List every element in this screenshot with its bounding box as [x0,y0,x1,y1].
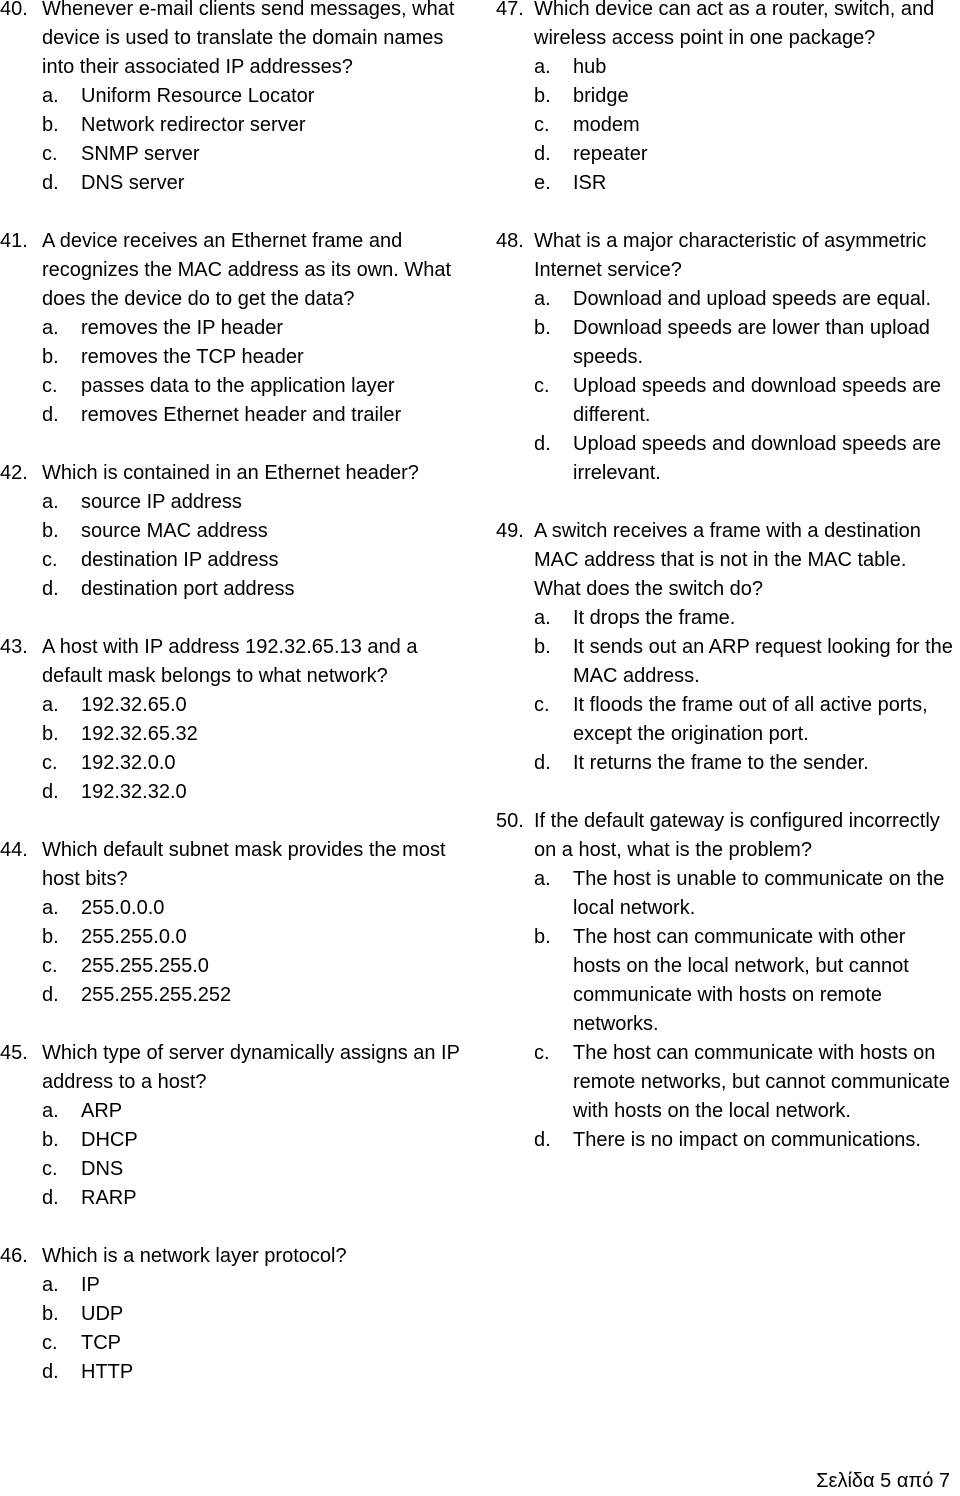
answer-option [496,314,956,372]
option-letter: a. [534,607,551,629]
option-text: passes data to the application layer [81,375,395,397]
answer-option [496,691,956,749]
answer-option [0,952,470,981]
question-text: A device receives an Ethernet frame and recognizes the MAC address as its own. What does the device do to get the data? [42,230,452,310]
option-letter: c. [42,1332,58,1354]
option-letter: a. [534,868,551,890]
option-text: 255.255.255.252 [81,984,232,1006]
question-line [496,0,956,53]
answer-option [496,372,956,430]
option-text: 192.32.65.0 [81,694,187,716]
option-letter: b. [42,346,59,368]
answer-option [0,1329,470,1358]
answer-option [0,343,470,372]
question-number: 47. [496,0,524,20]
question-block [496,227,956,488]
answer-option [0,894,470,923]
answer-option [0,1184,470,1213]
option-text: 192.32.65.32 [81,723,198,745]
question-text: What is a major characteristic of asymmetric Internet service? [534,230,927,281]
option-letter: e. [534,172,551,194]
answer-option [0,1271,470,1300]
question-text: Which device can act as a router, switch, and wireless access point in one package? [534,0,935,49]
answer-option [0,575,470,604]
option-text: 255.255.0.0 [81,926,187,948]
option-text: Upload speeds and download speeds are irrelevant. [573,433,942,484]
option-letter: a. [42,317,59,339]
question-number: 41. [0,230,28,252]
question-line [0,836,470,894]
answer-option [496,633,956,691]
question-block [496,807,956,1155]
question-block [0,1039,470,1213]
answer-option [0,314,470,343]
option-text: It returns the frame to the sender. [573,752,869,774]
question-block [496,0,956,198]
question-block [0,0,470,198]
option-letter: b. [534,636,551,658]
answer-option [496,140,956,169]
answer-option [496,604,956,633]
question-text: A host with IP address 192.32.65.13 and a default mask belongs to what network? [42,636,418,687]
answer-option [496,1039,956,1126]
option-letter: c. [42,375,58,397]
option-letter: c. [534,1042,550,1064]
option-letter: d. [42,578,59,600]
option-letter: a. [42,1100,59,1122]
option-text: repeater [573,143,648,165]
question-line [0,633,470,691]
option-text: 192.32.0.0 [81,752,176,774]
option-text: HTTP [81,1361,134,1383]
option-letter: a. [534,288,551,310]
question-line [0,459,470,488]
option-letter: d. [42,404,59,426]
option-text: IP [81,1274,100,1296]
answer-option [0,111,470,140]
option-text: DHCP [81,1129,138,1151]
option-letter: d. [534,143,551,165]
option-text: TCP [81,1332,121,1354]
answer-option [0,1155,470,1184]
option-letter: b. [534,926,551,948]
option-letter: d. [42,984,59,1006]
question-block [0,836,470,1010]
option-text: 255.255.255.0 [81,955,209,977]
answer-option [0,546,470,575]
answer-option [0,923,470,952]
option-text: There is no impact on communications. [573,1129,921,1151]
option-letter: d. [42,172,59,194]
answer-option [496,82,956,111]
option-letter: a. [42,491,59,513]
option-letter: a. [42,897,59,919]
answer-option [0,720,470,749]
option-text: source IP address [81,491,242,513]
answer-option [496,430,956,488]
question-number: 40. [0,0,28,20]
option-text: It sends out an ARP request looking for the MAC address. [573,636,953,687]
option-letter: d. [534,433,551,455]
option-letter: c. [534,694,550,716]
option-text: source MAC address [81,520,268,542]
option-letter: b. [534,85,551,107]
answer-option [0,517,470,546]
option-text: Upload speeds and download speeds are different. [573,375,942,426]
option-letter: b. [534,317,551,339]
option-letter: b. [42,1129,59,1151]
question-line [496,227,956,285]
question-line [0,1242,470,1271]
question-number: 43. [0,636,28,658]
answer-option [496,749,956,778]
answer-option [0,82,470,111]
option-text: removes the IP header [81,317,283,339]
question-block [0,227,470,430]
option-text: 192.32.32.0 [81,781,187,803]
option-letter: b. [42,1303,59,1325]
question-text: Whenever e-mail clients send messages, what device is used to translate the domain names into their associated IP addresses? [42,0,455,78]
question-line [496,807,956,865]
answer-option [496,865,956,923]
option-letter: a. [42,1274,59,1296]
answer-option [496,169,956,198]
option-letter: d. [534,1129,551,1151]
answer-option [0,169,470,198]
answer-option [496,1126,956,1155]
option-letter: c. [42,549,58,571]
option-letter: a. [42,85,59,107]
option-text: modem [573,114,640,136]
option-text: The host can communicate with other hosts on the local network, but cannot communicate with hosts on remote networks. [573,926,909,1035]
question-line [496,517,956,604]
option-text: It drops the frame. [573,607,736,629]
question-number: 50. [496,810,524,832]
answer-option [0,778,470,807]
answer-option [496,923,956,1039]
answer-option [496,53,956,82]
question-block [0,459,470,604]
option-text: ISR [573,172,607,194]
answer-option [496,285,956,314]
option-letter: b. [42,520,59,542]
answer-option [0,1126,470,1155]
option-letter: b. [42,723,59,745]
answer-option [0,401,470,430]
option-text: ARP [81,1100,123,1122]
question-number: 49. [496,520,524,542]
question-text: A switch receives a frame with a destination MAC address that is not in the MAC table. What does the switch do? [534,520,921,600]
question-block [0,1242,470,1387]
question-block [0,633,470,807]
option-text: removes the TCP header [81,346,304,368]
option-text: UDP [81,1303,124,1325]
option-text: The host can communicate with hosts on remote networks, but cannot communicate with hosts on the local network. [573,1042,950,1122]
option-text: bridge [573,85,629,107]
question-text: Which default subnet mask provides the most host bits? [42,839,446,890]
option-text: It floods the frame out of all active ports, except the origination port. [573,694,928,745]
question-text: Which is contained in an Ethernet header? [42,462,419,484]
option-letter: d. [42,1361,59,1383]
option-letter: c. [534,375,550,397]
question-text: Which is a network layer protocol? [42,1245,347,1267]
answer-option [0,981,470,1010]
answer-option [0,691,470,720]
option-text: Download and upload speeds are equal. [573,288,932,310]
option-text: RARP [81,1187,137,1209]
option-letter: c. [42,1158,58,1180]
option-text: destination port address [81,578,295,600]
question-text: Which type of server dynamically assigns an IP address to a host? [42,1042,460,1093]
option-letter: d. [534,752,551,774]
right-column [496,0,956,1184]
left-column [0,0,470,1416]
question-line [0,0,470,82]
question-number: 48. [496,230,524,252]
question-number: 46. [0,1245,28,1267]
option-letter: c. [42,752,58,774]
question-number: 42. [0,462,28,484]
page-number: Σελίδα 5 από 7 [816,1470,950,1492]
question-line [0,1039,470,1097]
option-letter: d. [42,1187,59,1209]
option-letter: d. [42,781,59,803]
option-text: destination IP address [81,549,279,571]
option-text: DNS server [81,172,185,194]
option-text: hub [573,56,607,78]
option-text: SNMP server [81,143,200,165]
answer-option [0,749,470,778]
question-number: 44. [0,839,28,861]
option-letter: c. [534,114,550,136]
option-text: Download speeds are lower than upload speeds. [573,317,930,368]
answer-option [496,111,956,140]
answer-option [0,372,470,401]
option-text: Network redirector server [81,114,306,136]
answer-option [0,1358,470,1387]
question-number: 45. [0,1042,28,1064]
option-letter: a. [534,56,551,78]
answer-option [0,1097,470,1126]
option-letter: b. [42,114,59,136]
option-letter: c. [42,143,58,165]
option-text: Uniform Resource Locator [81,85,315,107]
option-text: removes Ethernet header and trailer [81,404,402,426]
question-line [0,227,470,314]
option-text: The host is unable to communicate on the local network. [573,868,945,919]
option-letter: c. [42,955,58,977]
answer-option [0,488,470,517]
option-letter: a. [42,694,59,716]
option-text: 255.0.0.0 [81,897,165,919]
answer-option [0,1300,470,1329]
question-text: If the default gateway is configured incorrectly on a host, what is the problem? [534,810,940,861]
answer-option [0,140,470,169]
question-block [496,517,956,778]
option-letter: b. [42,926,59,948]
option-text: DNS [81,1158,124,1180]
